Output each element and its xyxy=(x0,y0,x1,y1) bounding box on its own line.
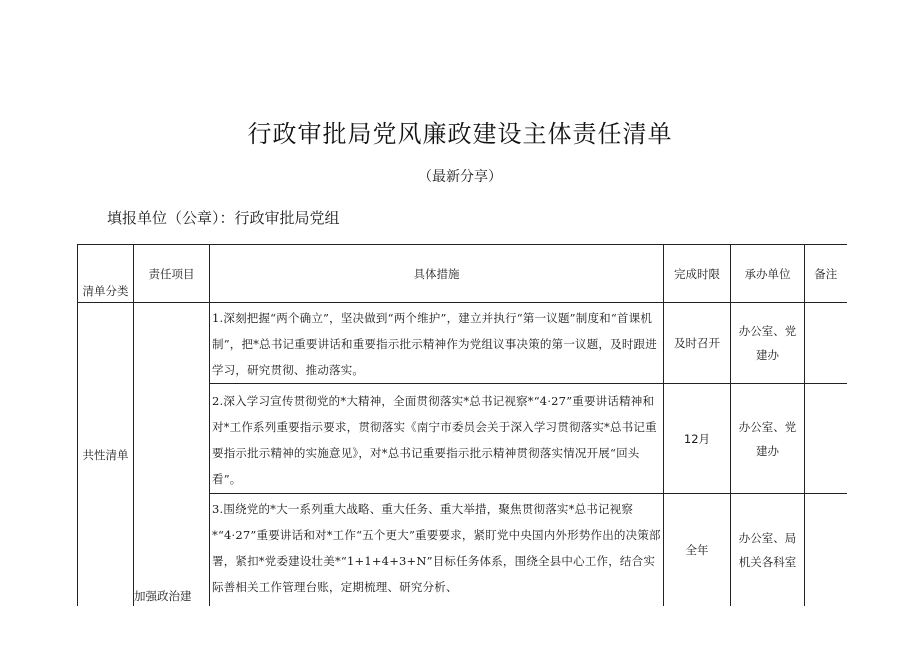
document-subtitle: （最新分享） xyxy=(418,169,502,185)
measure-cell: 3.围绕党的*大一系列重大战略、重大任务、重大举措，聚焦贯彻落实*总书记视察*“4·27”重要讲话和对*工作“五个更大”重要要求，紧盯党中央国内外形势作出的决策部署，紧扣*党委建设壮美*“1+1+4+3+N”目标任务体系，围绕全县中心工作，结合实际善相关工作管理台账，定期梳理、研究分析、 xyxy=(210,494,664,607)
deadline-cell: 及时召开 xyxy=(664,303,731,384)
table-row xyxy=(78,303,847,384)
category-cell: 共性清单 xyxy=(78,303,134,607)
department-cell: 办公室、党建办 xyxy=(731,384,805,494)
header-department: 承办单位 xyxy=(731,245,805,303)
header-row xyxy=(78,245,847,303)
remark-cell xyxy=(805,494,847,607)
header-deadline: 完成时限 xyxy=(664,245,731,303)
header-measures: 具体措施 xyxy=(210,245,664,303)
filing-unit-line: 填报单位（公章）：行政审批局党组 xyxy=(107,209,340,227)
remark-cell xyxy=(805,384,847,494)
header-remarks: 备注 xyxy=(805,245,847,303)
measure-cell: 2.深入学习宣传贯彻党的*大精神，全面贯彻落实*总书记视察*“4·27”重要讲话精神和对*工作系列重要指示要求，贯彻落实《南宁市委员会关于深入学习贯彻落实*总书记重要指示批示精神的实施意见》，对*总书记重要指示批示精神贯彻落实情况开展“回头看”。 xyxy=(210,384,664,494)
deadline-cell: 12月 xyxy=(664,384,731,494)
responsibility-table xyxy=(77,244,847,606)
remark-cell xyxy=(805,303,847,384)
measure-cell: 1.深刻把握“两个确立”，坚决做到“两个维护”，建立并执行“第一议题”制度和“首课机制”，把*总书记重要讲话和重要指示批示精神作为党组议事决策的第一议题，及时跟进学习，研究贯彻、推动落实。 xyxy=(210,303,664,384)
item-cell: 加强政治建 xyxy=(134,303,210,607)
department-cell: 办公室、局机关各科室 xyxy=(731,494,805,607)
document-title: 行政审批局党风廉政建设主体责任清单 xyxy=(247,120,673,148)
header-category: 清单分类 xyxy=(78,245,134,303)
header-item: 责任项目 xyxy=(134,245,210,303)
department-cell: 办公室、党建办 xyxy=(731,303,805,384)
deadline-cell: 全年 xyxy=(664,494,731,607)
